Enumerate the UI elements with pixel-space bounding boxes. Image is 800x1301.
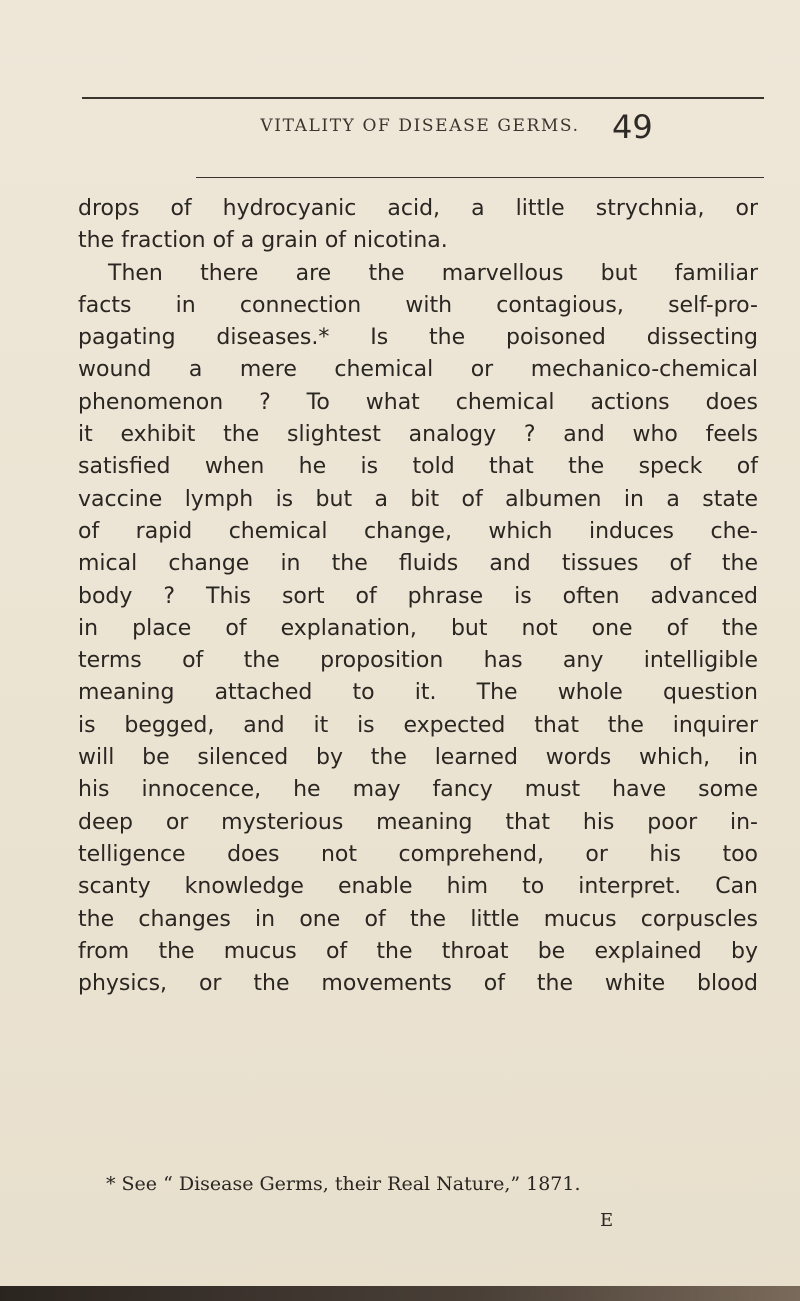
text-line: meaning attached to it. The whole question: [78, 680, 758, 706]
text-line: Then there are the marvellous but familiar: [108, 260, 758, 286]
text-line: vaccine lymph is but a bit of albumen in a state: [78, 486, 758, 512]
page-number: 49: [612, 108, 653, 146]
text-line: phenomenon ? To what chemical actions does: [78, 389, 758, 415]
text-line: body ? This sort of phrase is often advanced: [78, 583, 758, 609]
footnote: * See “ Disease Germs, their Real Nature,” 1871.: [106, 1173, 581, 1195]
top-rule: [82, 97, 764, 99]
body-text: [78, 193, 758, 1000]
text-line: pagating diseases.* Is the poisoned dissecting: [78, 325, 758, 351]
page-edge-shadow: [0, 1286, 800, 1301]
text-line: telligence does not comprehend, or his too: [78, 841, 758, 867]
text-line: wound a mere chemical or mechanico-chemical: [78, 357, 758, 383]
text-line: terms of the proposition has any intelligible: [78, 648, 758, 674]
text-line: in place of explanation, but not one of the: [78, 615, 758, 641]
text-line: the changes in one of the little mucus corpuscles: [78, 906, 758, 932]
text-line: his innocence, he may fancy must have some: [78, 777, 758, 803]
text-line: satisfied when he is told that the speck of: [78, 454, 758, 480]
text-line: drops of hydrocyanic acid, a little strychnia, or: [78, 196, 758, 221]
header-rule: [196, 177, 764, 178]
text-line: of rapid chemical change, which induces che-: [78, 518, 758, 544]
text-line: physics, or the movements of the white blood: [78, 971, 758, 997]
text-line: from the mucus of the throat be explained by: [78, 938, 758, 964]
text-line: scanty knowledge enable him to interpret. Can: [78, 874, 758, 900]
signature-mark: E: [600, 1210, 614, 1231]
text-line: mical change in the fluids and tissues of the: [78, 551, 758, 577]
text-line: facts in connection with contagious, self-pro-: [78, 292, 758, 318]
text-line: is begged, and it is expected that the inquirer: [78, 712, 758, 738]
text-line: will be silenced by the learned words which, in: [78, 745, 758, 771]
text-line: deep or mysterious meaning that his poor in-: [78, 809, 758, 835]
text-line: the fraction of a grain of nicotina.: [78, 228, 448, 254]
text-line: it exhibit the slightest analogy ? and who feels: [78, 422, 758, 448]
running-header: VITALITY OF DISEASE GERMS.: [260, 116, 580, 136]
